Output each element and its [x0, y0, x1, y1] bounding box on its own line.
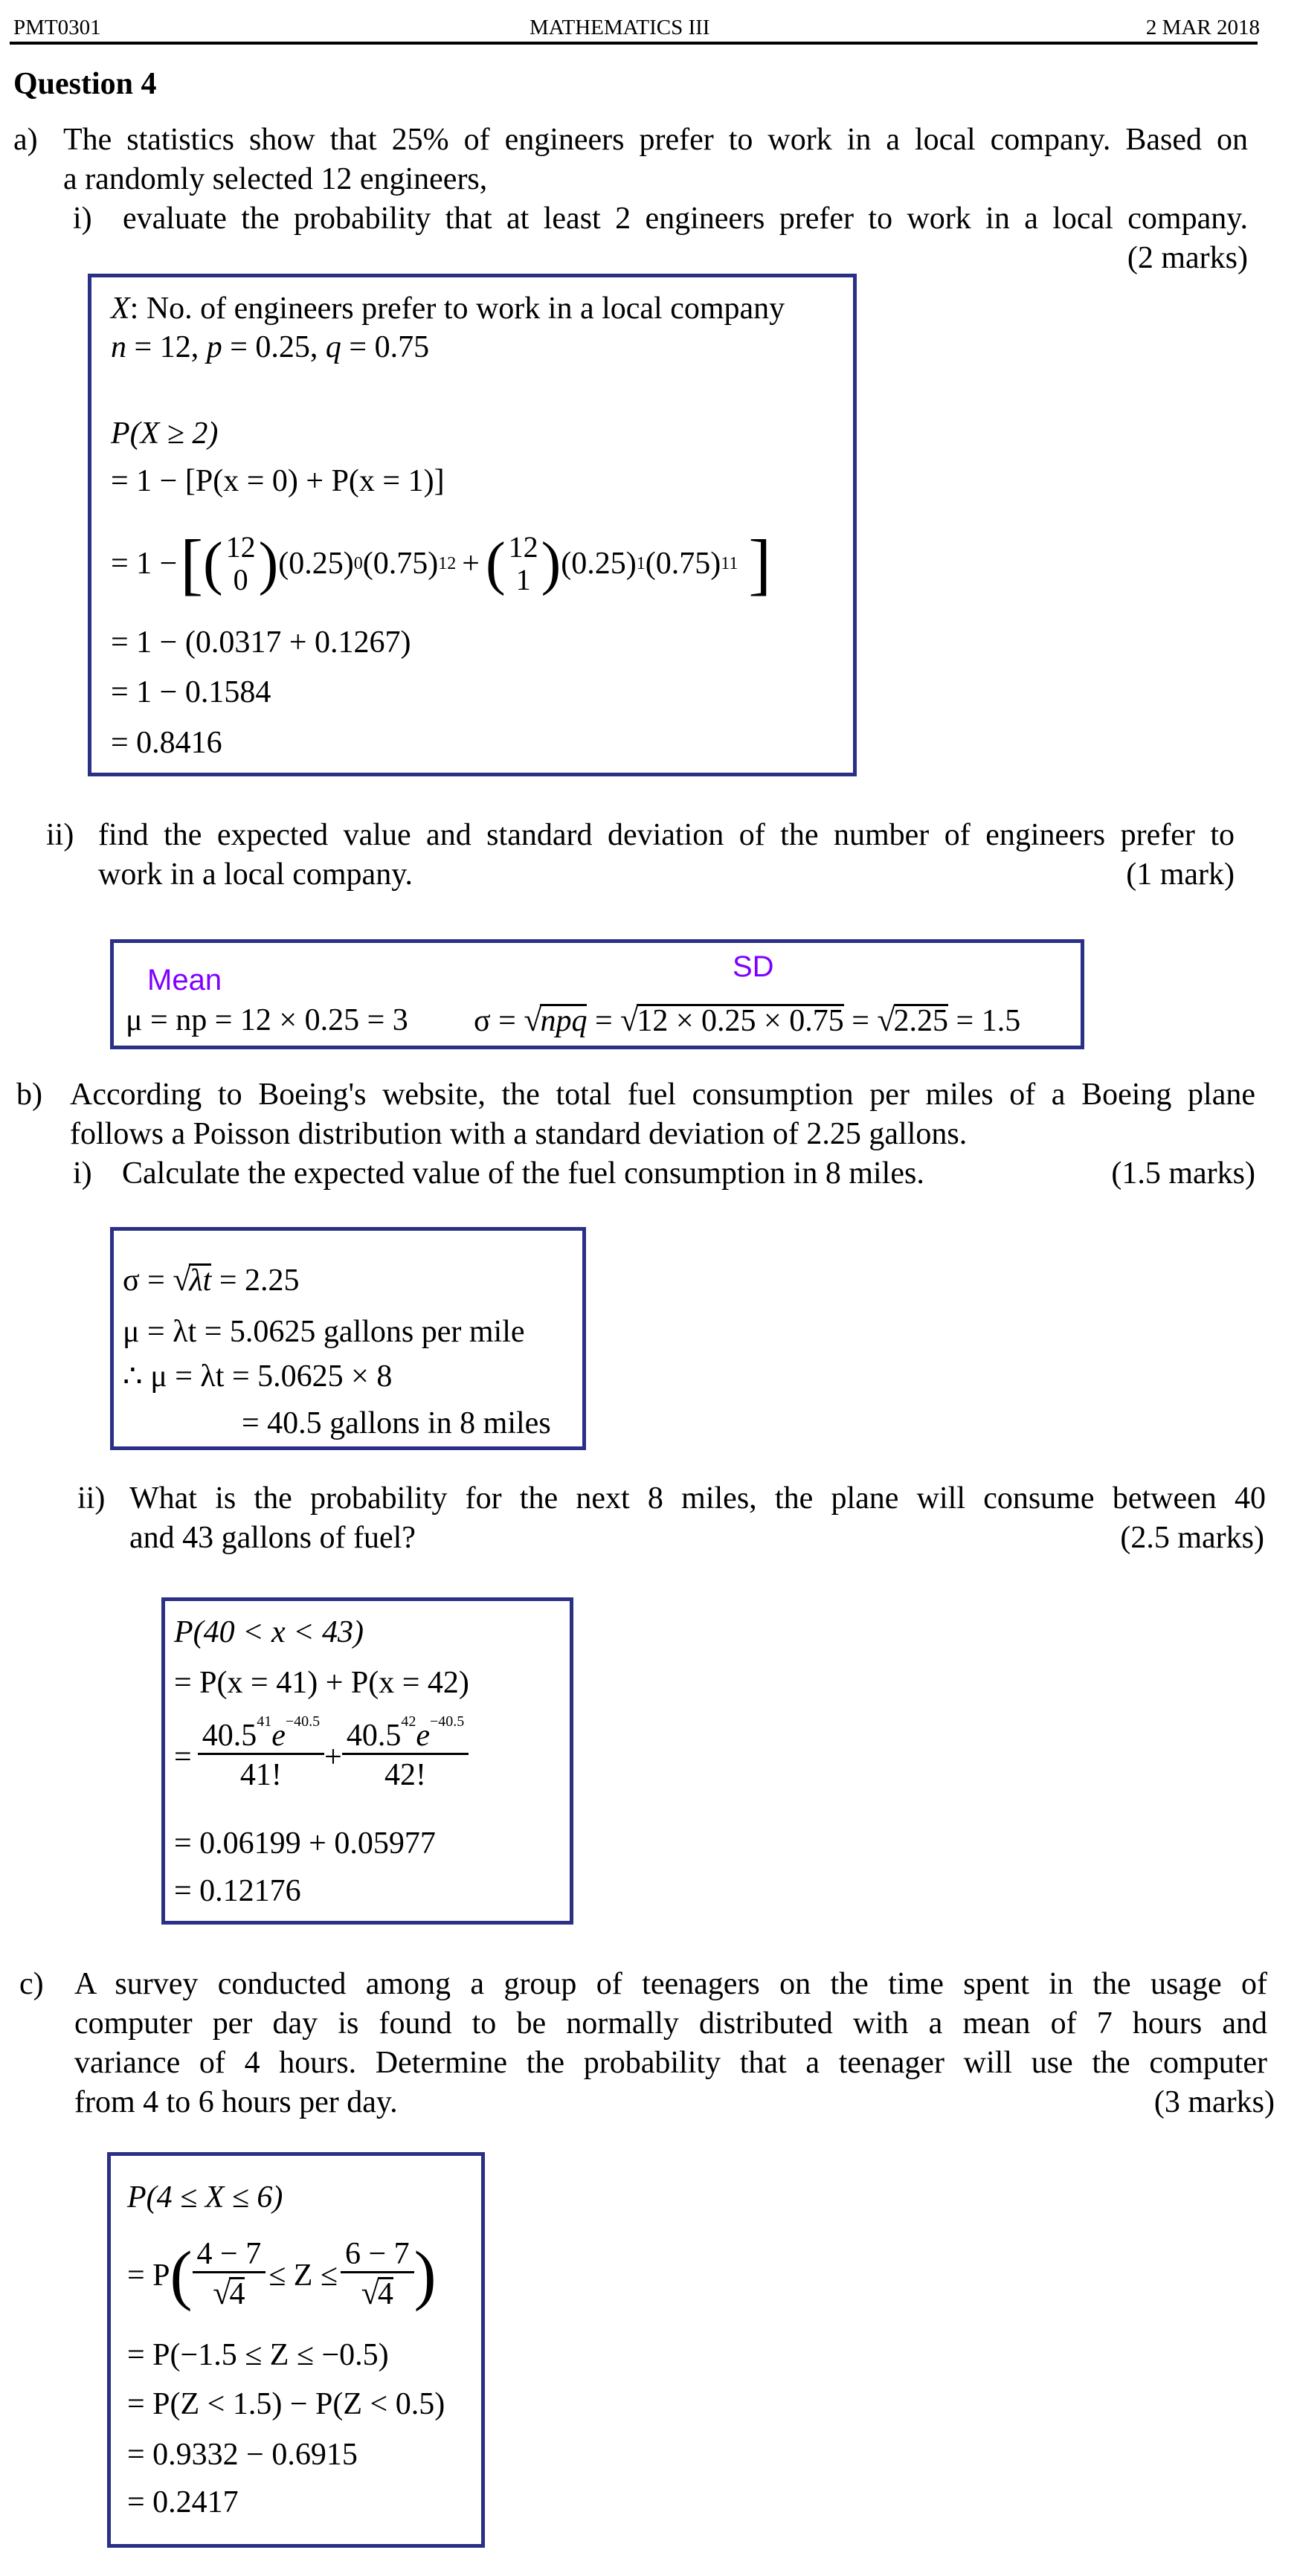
part-c-marks: (3 marks): [1153, 2085, 1275, 2119]
part-a-ii-text: [98, 816, 1235, 895]
part-b-i-text: Calculate the expected value of the fuel consumption in 8 miles.: [122, 1156, 924, 1191]
part-b-i-label: i): [73, 1156, 92, 1191]
part-a-ii-line-1: find the expected value and standard deviation of the number of engineers prefer to: [98, 818, 1235, 852]
part-a-label: a): [13, 123, 38, 157]
part-a-line-2: a randomly selected 12 engineers,: [63, 162, 488, 196]
part-b-i-marks: (1.5 marks): [1111, 1156, 1255, 1191]
part-a-i-question: evaluate the probability that at least 2 engineers prefer to work in a local company.: [123, 202, 1248, 236]
probability-statement: P(X ≥ 2): [111, 416, 219, 451]
poisson-fraction-41: $\frac{40.5^{41}e^{-40.5}}{41!}$: [198, 1719, 324, 1795]
part-c-line-2: computer per day is found to be normally distributed with a mean of 7 hours and: [74, 2006, 1267, 2041]
part-a-i-marks: (2 marks): [1127, 241, 1248, 275]
part-b-ii-line-2: and 43 gallons of fuel?: [129, 1521, 416, 1555]
binom-coefficient-2: 12 1: [508, 530, 538, 596]
z-fraction-lower: $\frac{4 - 7}{√4}$: [193, 2237, 266, 2314]
mean-formula: μ = np = 12 × 0.25 = 3: [126, 1003, 408, 1037]
mean-8-miles-line: ∴ μ = λt = 5.0625 × 8: [123, 1359, 393, 1394]
variable-definition: X: No. of engineers prefer to work in a local company: [111, 292, 785, 326]
solution-box-a-ii: [110, 939, 1084, 1049]
solution-box-b-ii: [161, 1597, 573, 1925]
part-b-line-1: According to Boeing's website, the total fuel consumption per miles of a Boeing plane: [70, 1078, 1255, 1112]
binom-coefficient-1: 12 0: [225, 530, 256, 596]
part-b-ii-line-1: What is the probability for the next 8 miles, the plane will consume between 40: [129, 1481, 1266, 1516]
final-answer-b-i: = 40.5 gallons in 8 miles: [242, 1406, 551, 1440]
header-rule: [10, 42, 1258, 45]
part-b-ii-label: ii): [77, 1481, 106, 1516]
part-b-line-2: follows a Poisson distribution with a standard deviation of 2.25 gallons.: [70, 1117, 968, 1151]
final-answer-c: = 0.2417: [127, 2485, 239, 2519]
part-b-ii-text: [129, 1479, 1266, 1558]
poisson-fractions: = $\frac{40.5^{41}e^{-40.5}}{41!}$ + $\frac{40.5^{42}e^{-40.5}}{42!}$: [174, 1719, 469, 1795]
substitution-step: = 1 − (0.0317 + 0.1267): [111, 625, 411, 660]
part-a-i-text: [123, 199, 1248, 239]
discrete-sum-step: = P(x = 41) + P(x = 42): [174, 1666, 469, 1700]
part-c-question: [74, 1965, 1267, 2122]
solution-box-a-i: [88, 274, 857, 776]
final-answer-a-i: = 0.8416: [111, 726, 222, 760]
part-a-ii-marks: (1 mark): [1126, 857, 1235, 892]
z-interval-step: = P(−1.5 ≤ Z ≤ −0.5): [127, 2338, 389, 2372]
subtraction-step: = 1 − 0.1584: [111, 675, 271, 709]
z-fraction-upper: $\frac{6 - 7}{√4}$: [341, 2237, 414, 2314]
table-values-step: = 0.9332 − 0.6915: [127, 2438, 358, 2472]
part-a-i-label: i): [73, 202, 92, 236]
evaluated-terms: = 0.06199 + 0.05977: [174, 1826, 436, 1861]
solution-box-c: [107, 2152, 485, 2548]
complement-step: = 1 − [P(x = 0) + P(x = 1)]: [111, 464, 445, 498]
course-code: PMT0301: [13, 16, 101, 39]
mean-annotation: Mean: [147, 964, 222, 996]
standardization-step: = P ( $\frac{4 - 7}{√4}$ ≤ Z ≤ $\frac{6 - 7}{√4}$ ): [127, 2227, 437, 2324]
part-b-question: [70, 1075, 1255, 1154]
sd-formula: σ = √npq = √12 × 0.25 × 0.75 = √2.25 = 1.5: [474, 1002, 1021, 1038]
part-a-ii-line-2: work in a local company.: [98, 857, 413, 892]
binomial-parameters: n = 12, p = 0.25, q = 0.75: [111, 330, 430, 364]
part-c-line-4: from 4 to 6 hours per day.: [74, 2085, 398, 2119]
rate-per-mile-line: μ = λt = 5.0625 gallons per mile: [123, 1315, 525, 1349]
subject-title: MATHEMATICS III: [530, 16, 710, 39]
solution-box-b-i: [110, 1227, 586, 1450]
poisson-sd-line: σ = √λt = 2.25: [123, 1261, 300, 1298]
part-b-ii-marks: (2.5 marks): [1120, 1521, 1264, 1555]
part-a-line-1: The statistics show that 25% of engineers prefer to work in a local company. Based on: [63, 123, 1248, 157]
part-c-label: c): [19, 1967, 44, 2001]
exam-date: 2 MAR 2018: [1145, 16, 1260, 39]
binomial-expansion: = 1 − [ ( 12 0 ) (0.25) 0 (0.75) 12 + ( 12 1 ) (0.25) 1 (0.75) 11 ]: [111, 526, 771, 602]
final-answer-b-ii: = 0.12176: [174, 1874, 301, 1908]
part-a-ii-label: ii): [46, 818, 74, 852]
part-c-line-1: A survey conducted among a group of teenagers on the time spent in the usage of: [74, 1967, 1267, 2001]
part-b-label: b): [16, 1078, 42, 1112]
part-c-line-3: variance of 4 hours. Determine the probability that a teenager will use the computer: [74, 2046, 1267, 2080]
sd-annotation: SD: [733, 950, 774, 983]
question-title: Question 4: [13, 67, 157, 101]
interval-probability: P(40 < x < 43): [174, 1615, 364, 1649]
normal-probability-statement: P(4 ≤ X ≤ 6): [127, 2180, 283, 2215]
part-a-question: [63, 120, 1248, 199]
cdf-difference-step: = P(Z < 1.5) − P(Z < 0.5): [127, 2387, 445, 2421]
poisson-fraction-42: $\frac{40.5^{42}e^{-40.5}}{42!}$: [342, 1719, 469, 1795]
